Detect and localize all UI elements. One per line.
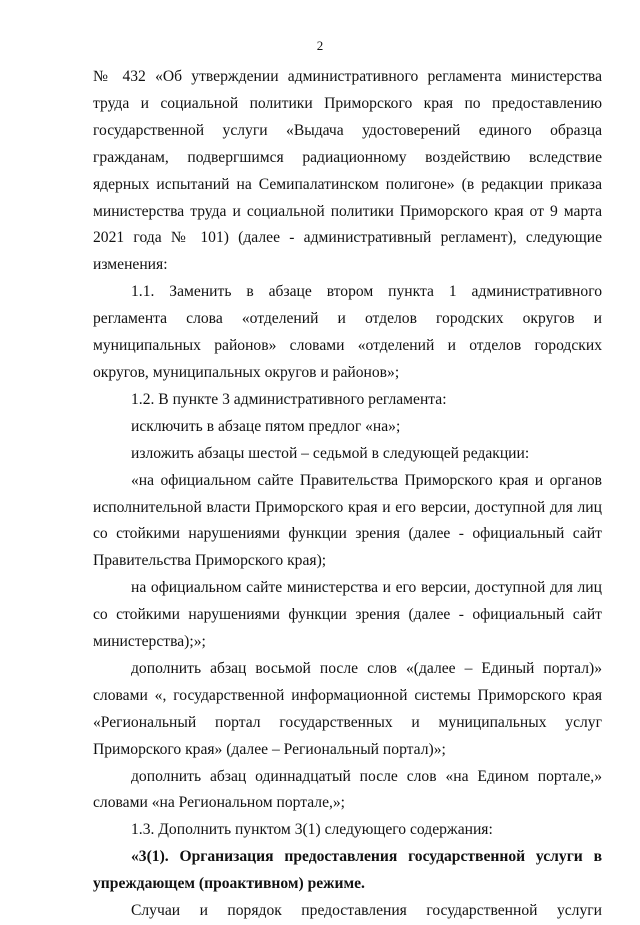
paragraph-exclude-preposition: исключить в абзаце пятом предлог «на»; [131, 417, 401, 435]
paragraph-item-1-3: 1.3. Дополнить пунктом 3(1) следующего содержания: [131, 821, 493, 839]
paragraph-abzac-eight: дополнить абзац восьмой после слов «(далее – Единый портал)» словами «, государственной информационной системы Приморского края «Региональный портал государственных и муниципальных услуг Приморского края» (далее – Региональный портал)»; [93, 659, 602, 758]
paragraph-restate-abzacy: изложить абзацы шестой – седьмой в следующей редакции: [131, 444, 530, 462]
page-number: 2 [316, 38, 324, 53]
paragraph-abzac-eleven: дополнить абзац одиннадцатый после слов «на Едином портале,» словами «на Региональном портале,»; [93, 767, 602, 812]
paragraph-cases-and-order: Случаи и порядок предоставления государственной услуги [131, 902, 602, 920]
paragraph-official-site-ministry: на официальном сайте министерства и его версии, доступной для лиц со стойкими нарушениями функции зрения (далее - официальный сайт министерства);»; [93, 579, 602, 651]
paragraph-official-site-government: «на официальном сайте Правительства Приморского края и органов исполнительной власти Приморского края и его версии, доступной для лиц со стойкими нарушениями функции зрения (далее - официальный сайт Правительства Приморского края); [93, 471, 602, 570]
paragraph-intro: № 432 «Об утверждении административного регламента министерства труда и социальной политики Приморского края по предоставлению государственной услуги «Выдача удостоверений единого образца гражданам, подвергшимся радиационному воздействию вследствие ядерных испытаний на Семипалатинском полигоне» (в редакции приказа министерства труда и социальной политики Приморского края от 9 марта 2021 года № 101) (далее - административный регламент), следующие изменения: [93, 68, 602, 274]
paragraph-item-1-1: 1.1. Заменить в абзаце втором пункта 1 административного регламента слова «отделений и отделов городских округов и муниципальных районов» словами «отделений и отделов городских округов, муниципальных округов и районов»; [93, 283, 602, 381]
document-body [93, 64, 602, 925]
paragraph-item-1-2: 1.2. В пункте 3 административного регламента: [131, 390, 447, 408]
paragraph-heading-proactive-mode: «3(1). Организация предоставления государственной услуги в упреждающем (проактивном) режиме. [93, 848, 602, 893]
